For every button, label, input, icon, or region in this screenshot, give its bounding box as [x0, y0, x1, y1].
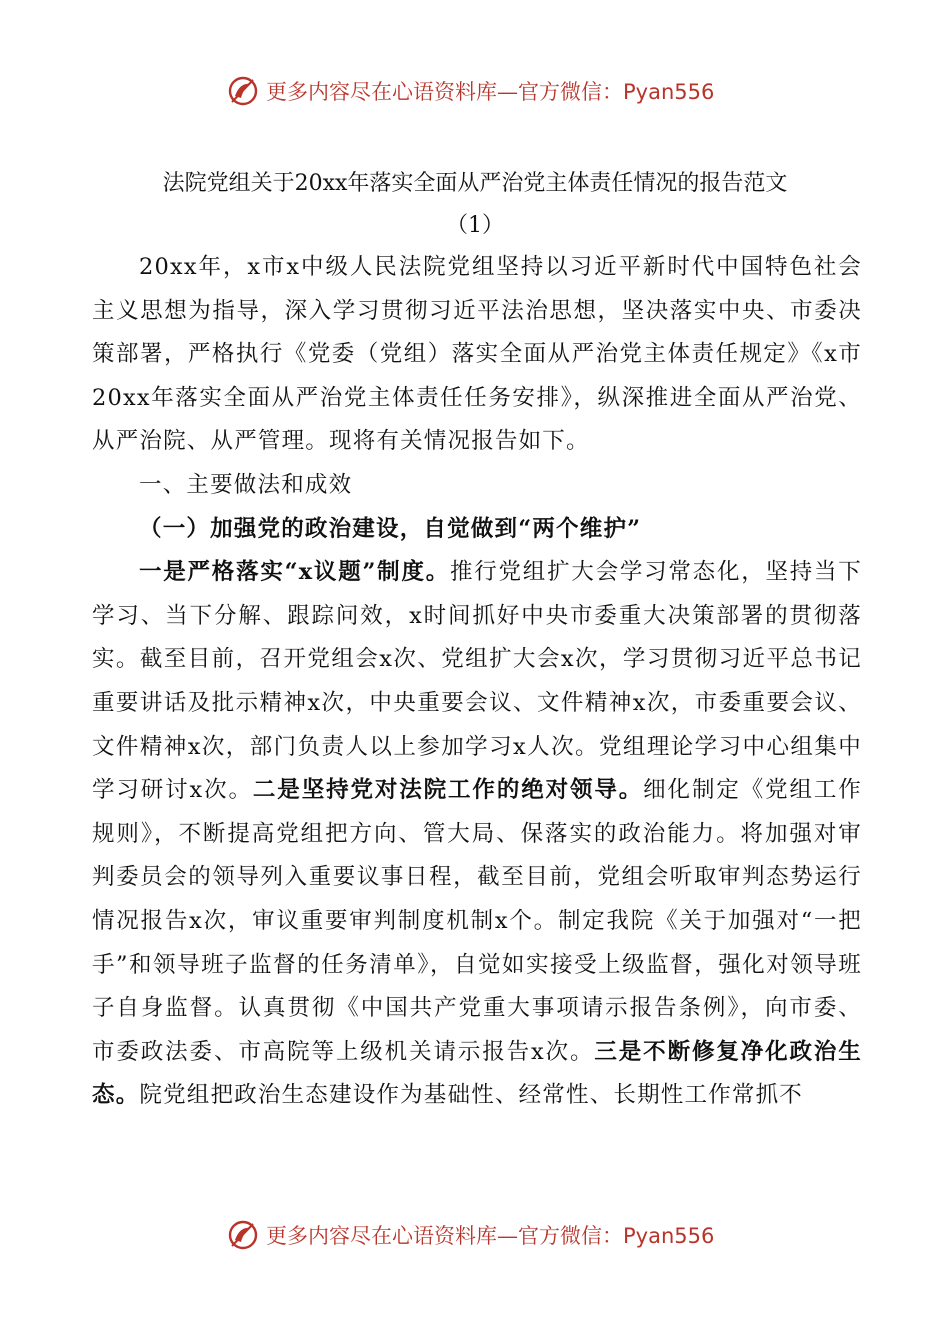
point-three-text: 院党组把政治生态建设作为基础性、经常性、长期性工作常抓不 [139, 1082, 804, 1109]
banner-slogan: 更多内容尽在心语资料库—官方微信： [266, 1224, 623, 1248]
point-two-text: 细化制定《党组工作规则》，不断提高党组把方向、管大局、保落实的政治能力。将加强对审判委员会的领导列入重要议事日程，截至目前，党组会听取审判态势运行情况报告x次，审议重要审判制度机制x个。制定我院《关于加强对“一把手”和领导班子监督的任务清单》，自觉如实接受上级监督，强化对领导班子自身监督。认真贯彻《中国共产党重大事项请示报告条例》，向市委、市委政法委、市高院等上级机关请示报告x次。 [92, 777, 862, 1065]
point-two-heading: 二是坚持党对法院工作的绝对领导。 [252, 777, 644, 804]
header-banner [0, 72, 950, 112]
banner-text [266, 1221, 714, 1251]
brand-logo-icon [226, 1218, 260, 1252]
section-heading: 一、主要做法和成效 [139, 471, 353, 498]
point-three-heading: 三是不断修复净化政治生态。 [92, 1038, 863, 1109]
document-title-number: （1） [446, 213, 504, 238]
document-title: 法院党组关于20xx年落实全面从严治党主体责任情况的报告范文 [162, 171, 788, 196]
footer-banner [0, 1216, 950, 1256]
point-one-text: 推行党组扩大会学习常态化，坚持当下学习、当下分解、跟踪问效，x时间抓好中央市委重大决策部署的贯彻落实。截至目前，召开党组会x次、党组扩大会x次，学习贯彻习近平总书记重要讲话及批示精神x次，中央重要会议、文件精神x次，市委重要会议、文件精神x次，部门负责人以上参加学习x人次。党组理论学习中心组集中学习研讨x次。 [92, 559, 862, 804]
banner-text [266, 77, 714, 107]
body-paragraph [92, 551, 862, 1118]
banner-wechat-id: Pyan556 [623, 80, 715, 104]
brand-logo-icon [226, 74, 260, 108]
document-body [92, 246, 862, 1118]
point-one-heading: 一是严格落实“x议题”制度。 [139, 559, 450, 586]
banner-slogan: 更多内容尽在心语资料库—官方微信： [266, 80, 623, 104]
intro-paragraph: 20xx年，x市x中级人民法院党组坚持以习近平新时代中国特色社会主义思想为指导，深入学习贯彻习近平法治思想，坚决落实中央、市委决策部署，严格执行《党委（党组）落实全面从严治党主体责任规定》《x市20xx年落实全面从严治党主体责任任务安排》，纵深推进全面从严治党、从严治院、从严管理。现将有关情况报告如下。 [92, 254, 862, 455]
banner-wechat-id: Pyan556 [623, 1224, 715, 1248]
subsection-heading: （一）加强党的政治建设，自觉做到“两个维护” [139, 515, 642, 542]
